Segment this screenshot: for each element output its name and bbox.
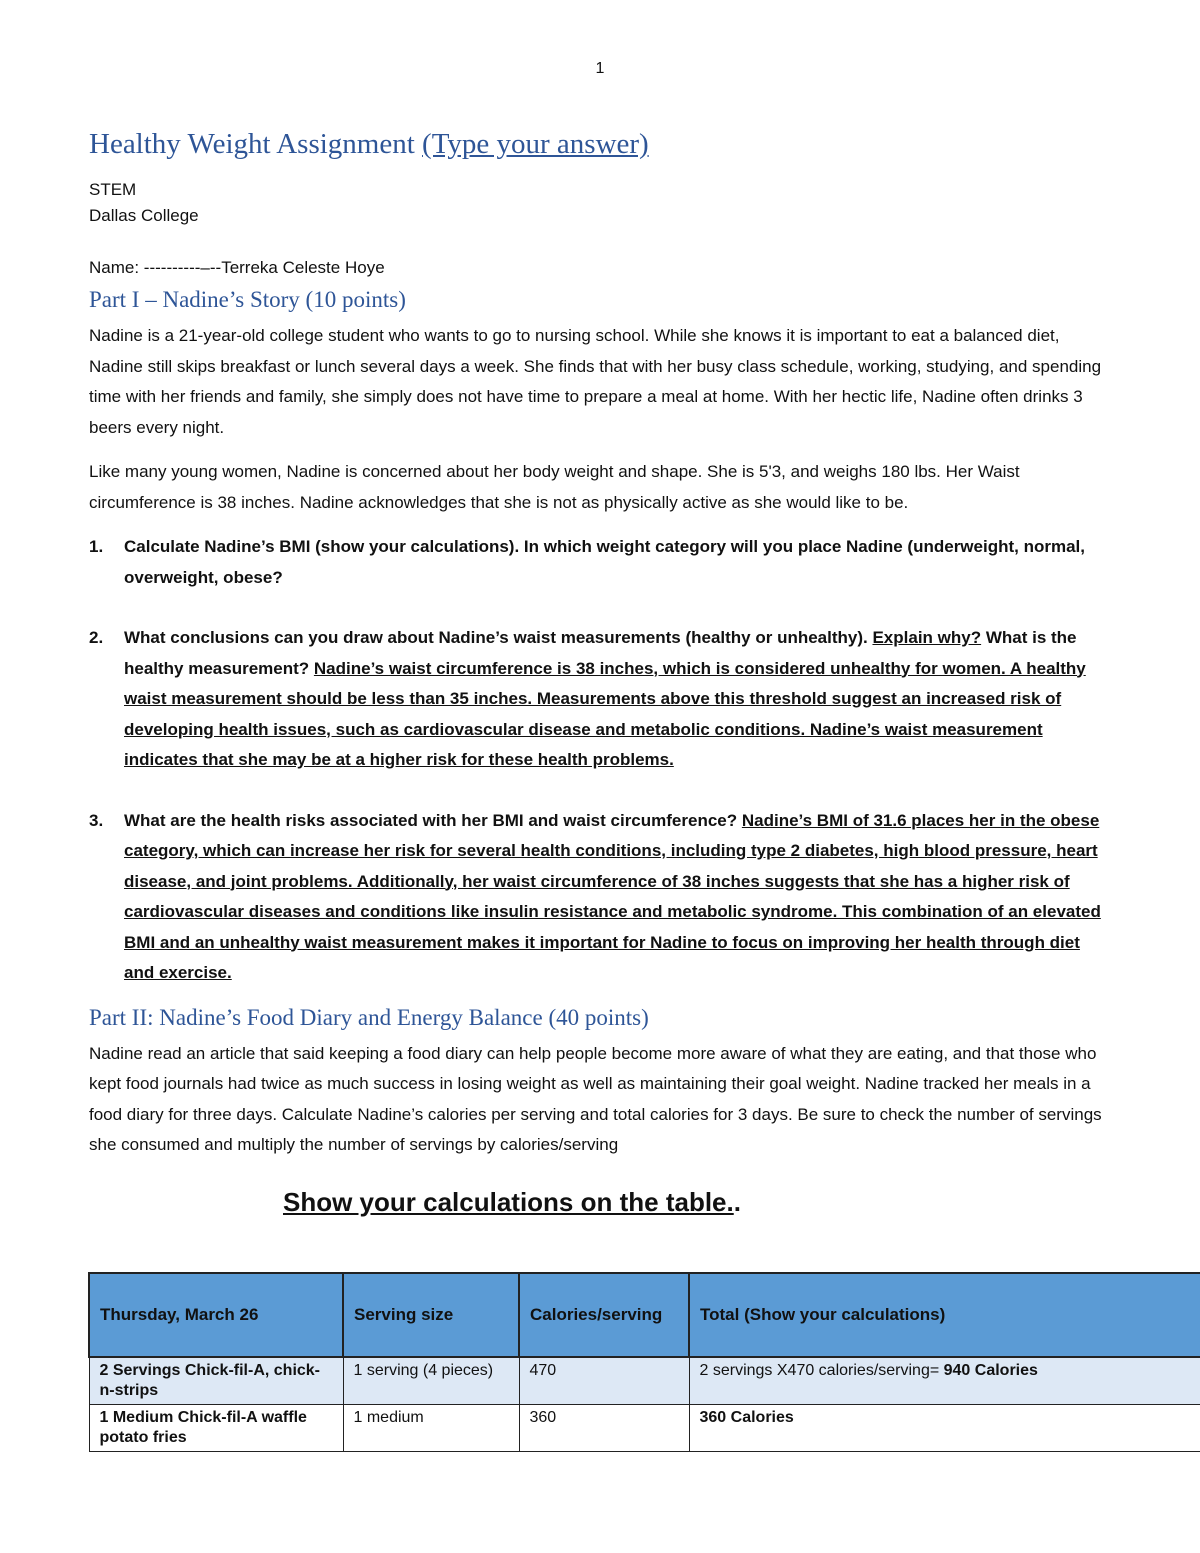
cell-total [689, 1405, 1200, 1452]
document-title [89, 125, 1109, 163]
show-calculations-heading [283, 1187, 1109, 1218]
title-hint: (Type your answer) [422, 128, 649, 160]
part1-paragraph-1: Nadine is a 21-year-old college student who wants to go to nursing school. While she knows it is important to eat a balanced diet, Nadine still skips breakfast or lunch several days a week. She finds that with her busy class schedule, working, studying, and spending time with her friends and family, she simply does not have time to prepare a meal at home. With her hectic life, Nadine often drinks 3 beers every night. [89, 326, 1102, 437]
course-line: STEM [89, 180, 137, 199]
cell-total [689, 1357, 1200, 1405]
cell-calories: 360 [519, 1405, 689, 1452]
question-number: 2. [89, 628, 104, 647]
total-result: 360 Calories [699, 1409, 794, 1426]
name-label: Name: ----------–-- [89, 258, 222, 277]
question-text: Calculate Nadine’s BMI (show your calculations). In which weight category will you place Nadine (underweight, normal, overweight, obese? [124, 537, 1085, 587]
question-2 [89, 623, 1109, 776]
question-text: What conclusions can you draw about Nadine’s waist measurements (healthy or unhealthy). [124, 628, 873, 647]
food-diary-table [88, 1272, 1200, 1452]
question-number: 3. [89, 810, 104, 830]
answer-text: Nadine’s BMI of 31.6 places her in the obese category, which can increase her risk for several health conditions, including type 2 diabetes, high blood pressure, heart disease, and joint problems. Additionally, her waist circumference of 38 inches suggests that she has a higher risk of cardiovascular diseases and conditions like insulin resistance and metabolic syndrome. This combination of an elevated BMI and an unhealthy waist measurement makes it important for Nadine to focus on improving her health through diet and exercise. [124, 810, 1101, 982]
header-serving-size: Serving size [343, 1273, 519, 1357]
question-list [89, 532, 1109, 989]
title-main: Healthy Weight Assignment [89, 128, 415, 160]
header-calories-serving: Calories/serving [519, 1273, 689, 1357]
question-3 [89, 806, 1109, 989]
total-result: 940 Calories [943, 1362, 1038, 1379]
part1-heading: Part I – Nadine’s Story (10 points) [89, 287, 406, 312]
cell-calories: 470 [519, 1357, 689, 1405]
header-total: Total (Show your calculations) [689, 1273, 1200, 1357]
table-row [89, 1405, 1200, 1452]
question-text-underlined: Explain why? [872, 628, 982, 647]
show-calc-text: Show your calculations on the table. [283, 1186, 734, 1217]
cell-item: 1 Medium Chick-fil-A waffle potato fries [89, 1405, 343, 1452]
page-number: 1 [595, 60, 605, 77]
part2-heading: Part II: Nadine’s Food Diary and Energy Balance (40 points) [89, 1004, 649, 1030]
question-text-cont: What is the healthy measurement? [124, 628, 1077, 678]
header-day: Thursday, March 26 [89, 1273, 343, 1357]
question-text: What are the health risks associated with her BMI and waist circumference? [124, 810, 742, 830]
student-name-line [89, 255, 1109, 281]
table-header-row [89, 1273, 1200, 1357]
part1-paragraph-2: Like many young women, Nadine is concerned about her body weight and shape. She is 5'3, and weighs 180 lbs. Her Waist circumference is 38 inches. Nadine acknowledges that she is not as physically active as she would like to be. [89, 462, 1020, 512]
table-row [89, 1357, 1200, 1405]
show-calc-tail: . [733, 1186, 741, 1217]
part2-paragraph: Nadine read an article that said keeping a food diary can help people become more aware of what they are eating, and that those who kept food journals had twice as much success in losing weight as well as maintaining their goal weight. Nadine tracked her meals in a food diary for three days. Calculate Nadine’s calories per serving and total calories for 3 days. Be sure to check the number of servings she consumed and multiply the number of servings by calories/serving [89, 1043, 1102, 1154]
total-calc: 2 servings X470 calories/serving= [699, 1362, 944, 1379]
question-1 [89, 532, 1109, 593]
document-body [89, 125, 1109, 1242]
cell-item: 2 Servings Chick-fil-A, chick-n-strips [89, 1357, 343, 1405]
school-line: Dallas College [89, 206, 199, 225]
question-number: 1. [89, 537, 104, 556]
answer-text: Nadine’s waist circumference is 38 inches, which is considered unhealthy for women. A healthy waist measurement should be less than 35 inches. Measurements above this threshold suggest an increased risk of developing health issues, such as cardiovascular disease and metabolic conditions. Nadine’s waist measurement indicates that she may be at a higher risk for these health problems. [124, 658, 1086, 769]
cell-serving: 1 serving (4 pieces) [343, 1357, 519, 1405]
name-value: Terreka Celeste Hoye [221, 258, 385, 277]
cell-serving: 1 medium [343, 1405, 519, 1452]
